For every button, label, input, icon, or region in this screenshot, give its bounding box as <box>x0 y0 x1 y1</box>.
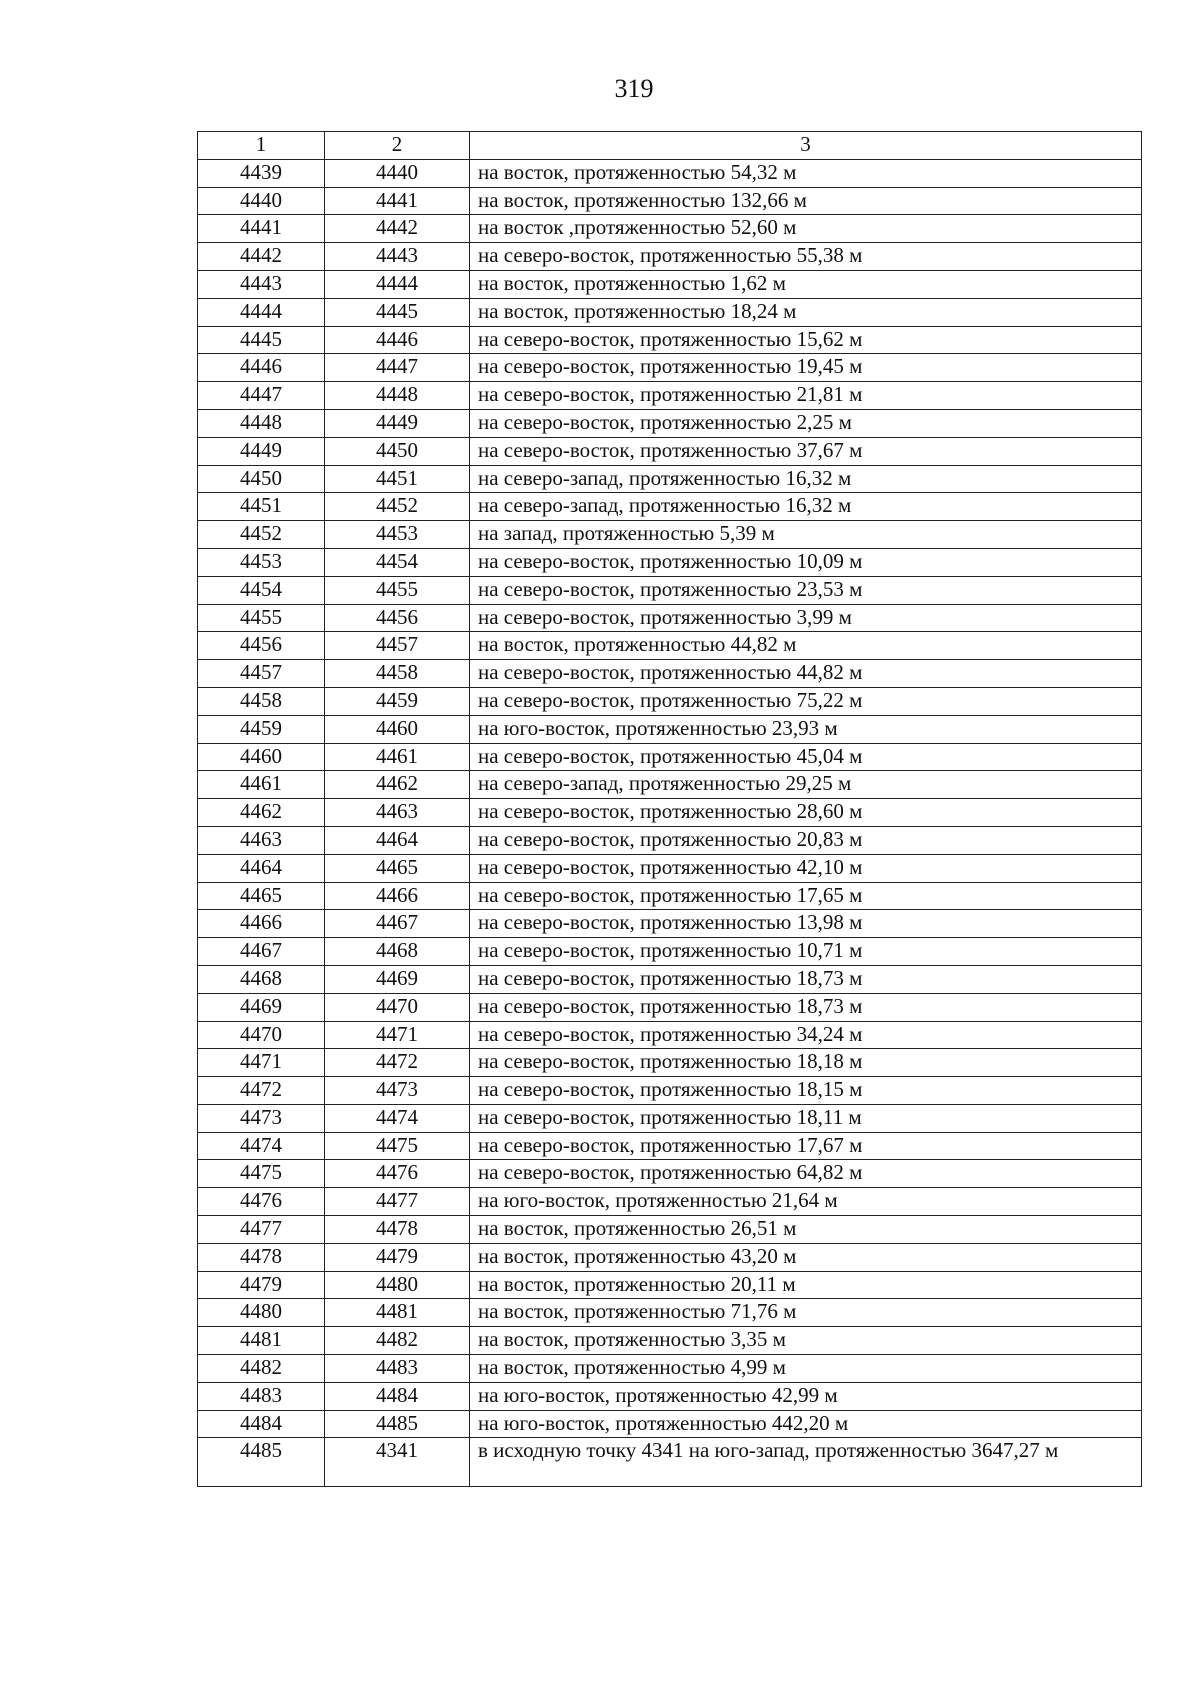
table-header-row <box>198 132 1142 160</box>
from-point-cell: 4450 <box>198 465 325 493</box>
direction-length-cell: на северо-восток, протяженностью 18,11 м <box>470 1104 1142 1132</box>
to-point-cell: 4480 <box>325 1271 470 1299</box>
from-point-cell: 4449 <box>198 437 325 465</box>
from-point-cell: 4468 <box>198 965 325 993</box>
table-row <box>198 493 1142 521</box>
direction-length-cell: на северо-запад, протяженностью 16,32 м <box>470 465 1142 493</box>
to-point-cell: 4460 <box>325 715 470 743</box>
boundary-points-table <box>197 131 1142 1487</box>
table-row <box>198 1132 1142 1160</box>
to-point-cell: 4450 <box>325 437 470 465</box>
table-row <box>198 159 1142 187</box>
direction-length-cell: на восток, протяженностью 20,11 м <box>470 1271 1142 1299</box>
table-row <box>198 910 1142 938</box>
to-point-cell: 4455 <box>325 576 470 604</box>
to-point-cell: 4471 <box>325 1021 470 1049</box>
table-row <box>198 548 1142 576</box>
from-point-cell: 4448 <box>198 409 325 437</box>
table-row <box>198 1077 1142 1105</box>
table-row <box>198 854 1142 882</box>
table-row <box>198 521 1142 549</box>
direction-length-cell: на северо-восток, протяженностью 23,53 м <box>470 576 1142 604</box>
table-row <box>198 687 1142 715</box>
to-point-cell: 4457 <box>325 632 470 660</box>
direction-length-cell: на восток ,протяженностью 52,60 м <box>470 215 1142 243</box>
direction-length-cell: на северо-запад, протяженностью 29,25 м <box>470 771 1142 799</box>
to-point-cell: 4445 <box>325 298 470 326</box>
to-point-cell: 4470 <box>325 993 470 1021</box>
from-point-cell: 4439 <box>198 159 325 187</box>
to-point-cell: 4463 <box>325 799 470 827</box>
table-row <box>198 1160 1142 1188</box>
table-row <box>198 409 1142 437</box>
from-point-cell: 4476 <box>198 1188 325 1216</box>
direction-length-cell: на северо-восток, протяженностью 55,38 м <box>470 243 1142 271</box>
to-point-cell: 4458 <box>325 660 470 688</box>
to-point-cell: 4456 <box>325 604 470 632</box>
direction-length-cell: на северо-восток, протяженностью 37,67 м <box>470 437 1142 465</box>
direction-length-cell: на северо-восток, протяженностью 45,04 м <box>470 743 1142 771</box>
table-row <box>198 465 1142 493</box>
from-point-cell: 4464 <box>198 854 325 882</box>
table-row <box>198 660 1142 688</box>
from-point-cell: 4454 <box>198 576 325 604</box>
table-row <box>198 1021 1142 1049</box>
direction-length-cell: на восток, протяженностью 4,99 м <box>470 1355 1142 1383</box>
direction-length-cell: на восток, протяженностью 71,76 м <box>470 1299 1142 1327</box>
from-point-cell: 4483 <box>198 1382 325 1410</box>
from-point-cell: 4477 <box>198 1216 325 1244</box>
table-row <box>198 354 1142 382</box>
to-point-cell: 4461 <box>325 743 470 771</box>
to-point-cell: 4440 <box>325 159 470 187</box>
to-point-cell: 4482 <box>325 1327 470 1355</box>
to-point-cell: 4477 <box>325 1188 470 1216</box>
from-point-cell: 4456 <box>198 632 325 660</box>
to-point-cell: 4475 <box>325 1132 470 1160</box>
direction-length-cell: на северо-восток, протяженностью 44,82 м <box>470 660 1142 688</box>
from-point-cell: 4451 <box>198 493 325 521</box>
from-point-cell: 4480 <box>198 1299 325 1327</box>
table-row <box>198 1299 1142 1327</box>
direction-length-cell: на юго-восток, протяженностью 21,64 м <box>470 1188 1142 1216</box>
table-row <box>198 771 1142 799</box>
table-row <box>198 965 1142 993</box>
direction-length-cell: на северо-восток, протяженностью 42,10 м <box>470 854 1142 882</box>
direction-length-cell: на северо-восток, протяженностью 18,73 м <box>470 993 1142 1021</box>
table-row <box>198 298 1142 326</box>
to-point-cell: 4442 <box>325 215 470 243</box>
direction-length-cell: на юго-восток, протяженностью 442,20 м <box>470 1410 1142 1438</box>
direction-length-cell: на северо-восток, протяженностью 34,24 м <box>470 1021 1142 1049</box>
to-point-cell: 4479 <box>325 1243 470 1271</box>
from-point-cell: 4478 <box>198 1243 325 1271</box>
direction-length-cell: на северо-восток, протяженностью 15,62 м <box>470 326 1142 354</box>
to-point-cell: 4464 <box>325 826 470 854</box>
direction-length-cell: на северо-восток, протяженностью 10,71 м <box>470 938 1142 966</box>
column-header-1: 1 <box>198 132 325 160</box>
direction-length-cell: на юго-восток, протяженностью 42,99 м <box>470 1382 1142 1410</box>
table-row <box>198 576 1142 604</box>
direction-length-cell: на восток, протяженностью 1,62 м <box>470 270 1142 298</box>
table-row <box>198 743 1142 771</box>
from-point-cell: 4445 <box>198 326 325 354</box>
to-point-cell: 4459 <box>325 687 470 715</box>
to-point-cell: 4481 <box>325 1299 470 1327</box>
to-point-cell: 4444 <box>325 270 470 298</box>
direction-length-cell: на запад, протяженностью 5,39 м <box>470 521 1142 549</box>
direction-length-cell: на северо-восток, протяженностью 13,98 м <box>470 910 1142 938</box>
table-row <box>198 1327 1142 1355</box>
from-point-cell: 4441 <box>198 215 325 243</box>
to-point-cell: 4469 <box>325 965 470 993</box>
table-row <box>198 882 1142 910</box>
table-body <box>198 159 1142 1487</box>
from-point-cell: 4458 <box>198 687 325 715</box>
to-point-cell: 4473 <box>325 1077 470 1105</box>
from-point-cell: 4482 <box>198 1355 325 1383</box>
direction-length-cell: на северо-восток, протяженностью 18,15 м <box>470 1077 1142 1105</box>
from-point-cell: 4443 <box>198 270 325 298</box>
column-header-2: 2 <box>325 132 470 160</box>
from-point-cell: 4470 <box>198 1021 325 1049</box>
to-point-cell: 4466 <box>325 882 470 910</box>
to-point-cell: 4465 <box>325 854 470 882</box>
to-point-cell: 4447 <box>325 354 470 382</box>
to-point-cell: 4484 <box>325 1382 470 1410</box>
from-point-cell: 4466 <box>198 910 325 938</box>
direction-length-cell: на северо-запад, протяженностью 16,32 м <box>470 493 1142 521</box>
column-header-3: 3 <box>470 132 1142 160</box>
from-point-cell: 4473 <box>198 1104 325 1132</box>
to-point-cell: 4467 <box>325 910 470 938</box>
table-row <box>198 632 1142 660</box>
table-row <box>198 243 1142 271</box>
from-point-cell: 4452 <box>198 521 325 549</box>
to-point-cell: 4478 <box>325 1216 470 1244</box>
direction-length-cell: на северо-восток, протяженностью 3,99 м <box>470 604 1142 632</box>
from-point-cell: 4444 <box>198 298 325 326</box>
table-row <box>198 1049 1142 1077</box>
direction-length-cell: на восток, протяженностью 26,51 м <box>470 1216 1142 1244</box>
direction-length-cell: на северо-восток, протяженностью 19,45 м <box>470 354 1142 382</box>
from-point-cell: 4446 <box>198 354 325 382</box>
to-point-cell: 4468 <box>325 938 470 966</box>
from-point-cell: 4462 <box>198 799 325 827</box>
to-point-cell: 4449 <box>325 409 470 437</box>
from-point-cell: 4459 <box>198 715 325 743</box>
table-row <box>198 604 1142 632</box>
table-row <box>198 437 1142 465</box>
to-point-cell: 4441 <box>325 187 470 215</box>
from-point-cell: 4453 <box>198 548 325 576</box>
table-row <box>198 270 1142 298</box>
from-point-cell: 4457 <box>198 660 325 688</box>
table-row <box>198 799 1142 827</box>
direction-length-cell: в исходную точку 4341 на юго-запад, протяженностью 3647,27 м <box>470 1438 1142 1487</box>
table-row <box>198 326 1142 354</box>
table-row <box>198 715 1142 743</box>
to-point-cell: 4454 <box>325 548 470 576</box>
direction-length-cell: на северо-восток, протяженностью 18,73 м <box>470 965 1142 993</box>
table-row <box>198 1410 1142 1438</box>
direction-length-cell: на северо-восток, протяженностью 21,81 м <box>470 382 1142 410</box>
from-point-cell: 4463 <box>198 826 325 854</box>
to-point-cell: 4448 <box>325 382 470 410</box>
page-number: 319 <box>614 74 654 103</box>
from-point-cell: 4481 <box>198 1327 325 1355</box>
direction-length-cell: на юго-восток, протяженностью 23,93 м <box>470 715 1142 743</box>
direction-length-cell: на северо-восток, протяженностью 64,82 м <box>470 1160 1142 1188</box>
to-point-cell: 4443 <box>325 243 470 271</box>
direction-length-cell: на северо-восток, протяженностью 17,67 м <box>470 1132 1142 1160</box>
direction-length-cell: на северо-восток, протяженностью 20,83 м <box>470 826 1142 854</box>
table-row <box>198 993 1142 1021</box>
from-point-cell: 4472 <box>198 1077 325 1105</box>
direction-length-cell: на северо-восток, протяженностью 75,22 м <box>470 687 1142 715</box>
from-point-cell: 4471 <box>198 1049 325 1077</box>
from-point-cell: 4485 <box>198 1438 325 1487</box>
table-row <box>198 187 1142 215</box>
table-row <box>198 1438 1142 1487</box>
direction-length-cell: на северо-восток, протяженностью 28,60 м <box>470 799 1142 827</box>
from-point-cell: 4460 <box>198 743 325 771</box>
direction-length-cell: на северо-восток, протяженностью 17,65 м <box>470 882 1142 910</box>
to-point-cell: 4451 <box>325 465 470 493</box>
table-row <box>198 1104 1142 1132</box>
direction-length-cell: на восток, протяженностью 132,66 м <box>470 187 1142 215</box>
table-row <box>198 1271 1142 1299</box>
from-point-cell: 4469 <box>198 993 325 1021</box>
table-row <box>198 1216 1142 1244</box>
to-point-cell: 4462 <box>325 771 470 799</box>
direction-length-cell: на восток, протяженностью 44,82 м <box>470 632 1142 660</box>
from-point-cell: 4455 <box>198 604 325 632</box>
from-point-cell: 4484 <box>198 1410 325 1438</box>
from-point-cell: 4447 <box>198 382 325 410</box>
from-point-cell: 4461 <box>198 771 325 799</box>
to-point-cell: 4476 <box>325 1160 470 1188</box>
to-point-cell: 4452 <box>325 493 470 521</box>
direction-length-cell: на восток, протяженностью 43,20 м <box>470 1243 1142 1271</box>
from-point-cell: 4474 <box>198 1132 325 1160</box>
table-row <box>198 1188 1142 1216</box>
to-point-cell: 4472 <box>325 1049 470 1077</box>
from-point-cell: 4442 <box>198 243 325 271</box>
to-point-cell: 4483 <box>325 1355 470 1383</box>
from-point-cell: 4475 <box>198 1160 325 1188</box>
to-point-cell: 4474 <box>325 1104 470 1132</box>
direction-length-cell: на восток, протяженностью 18,24 м <box>470 298 1142 326</box>
direction-length-cell: на восток, протяженностью 3,35 м <box>470 1327 1142 1355</box>
to-point-cell: 4453 <box>325 521 470 549</box>
from-point-cell: 4479 <box>198 1271 325 1299</box>
table-row <box>198 938 1142 966</box>
to-point-cell: 4446 <box>325 326 470 354</box>
table-row <box>198 826 1142 854</box>
table-row <box>198 1355 1142 1383</box>
direction-length-cell: на восток, протяженностью 54,32 м <box>470 159 1142 187</box>
from-point-cell: 4467 <box>198 938 325 966</box>
direction-length-cell: на северо-восток, протяженностью 2,25 м <box>470 409 1142 437</box>
direction-length-cell: на северо-восток, протяженностью 10,09 м <box>470 548 1142 576</box>
direction-length-cell: на северо-восток, протяженностью 18,18 м <box>470 1049 1142 1077</box>
table-row <box>198 382 1142 410</box>
table-row <box>198 215 1142 243</box>
to-point-cell: 4341 <box>325 1438 470 1487</box>
table-row <box>198 1243 1142 1271</box>
to-point-cell: 4485 <box>325 1410 470 1438</box>
table-row <box>198 1382 1142 1410</box>
from-point-cell: 4465 <box>198 882 325 910</box>
from-point-cell: 4440 <box>198 187 325 215</box>
